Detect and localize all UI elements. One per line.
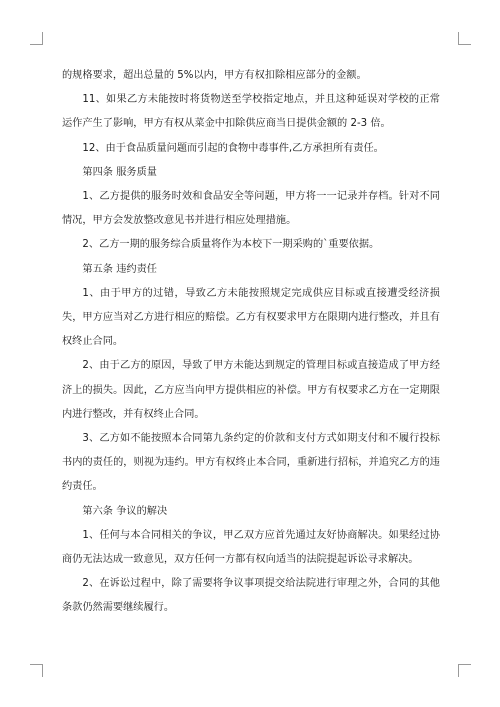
clause-4-2: 2、乙方一期的服务综合质量将作为本校下一期采购的`重要依据。	[82, 239, 380, 251]
crop-mark-top-right	[458, 32, 471, 45]
clause-3-11: 11、如果乙方未能按时将货物送至学校指定地点，并且这种延误对学校的正常运作产生了影响，甲方有权从菜金中扣除供应商当日提供金额的 2-3 倍。	[62, 94, 440, 130]
clause-3-12: 12、由于食品质量问题而引起的食物中毒事件,乙方承担所有责任。	[82, 142, 384, 154]
crop-mark-top-left	[30, 32, 43, 45]
clause-6-1: 1、任何与本合同相关的争议，甲乙双方应首先通过友好协商解决。如果经过协商仍无法达成一致意见，双方任何一方都有权向适当的法院提起诉讼寻求解决。	[62, 529, 440, 566]
crop-mark-bottom-right	[458, 664, 471, 677]
clause-5-3: 3、乙方如不能按照本合同第九条约定的价款和支付方式如期支付和不履行投标书内的责任的，则视为违约。甲方有权终止本合同，重新进行招标，并追究乙方的违约责任。	[62, 433, 440, 493]
document-body	[62, 64, 440, 621]
crop-mark-bottom-left	[30, 664, 43, 677]
section-heading-article-6: 第六条 争议的解决	[82, 505, 168, 517]
clause-5-1: 1、由于甲方的过错，导致乙方未能按照规定完成供应目标或直接遭受经济损失，甲方应当对乙方进行相应的赔偿。乙方有权要求甲方在限期内进行整改，并且有权终止合同。	[62, 287, 440, 348]
section-heading-article-5: 第五条 违约责任	[82, 263, 157, 275]
paragraph-continuation: 的规格要求，超出总量的 5%以内，甲方有权扣除相应部分的金额。	[62, 70, 367, 81]
section-heading-article-4: 第四条 服务质量	[82, 166, 157, 178]
clause-4-1: 1、乙方提供的服务时效和食品安全等问题，甲方将一一记录并存档。针对不同情况，甲方会发放整改意见书并进行相应处理措施。	[62, 191, 440, 227]
clause-5-2: 2、由于乙方的原因，导致了甲方未能达到规定的管理目标或直接造成了甲方经济上的损失。因此，乙方应当向甲方提供相应的补偿。甲方有权要求乙方在一定期限内进行整改，并有权终止合同。	[62, 360, 440, 420]
clause-6-2: 2、在诉讼过程中，除了需要将争议事项提交给法院进行审理之外，合同的其他条款仍然需要继续履行。	[62, 578, 440, 614]
